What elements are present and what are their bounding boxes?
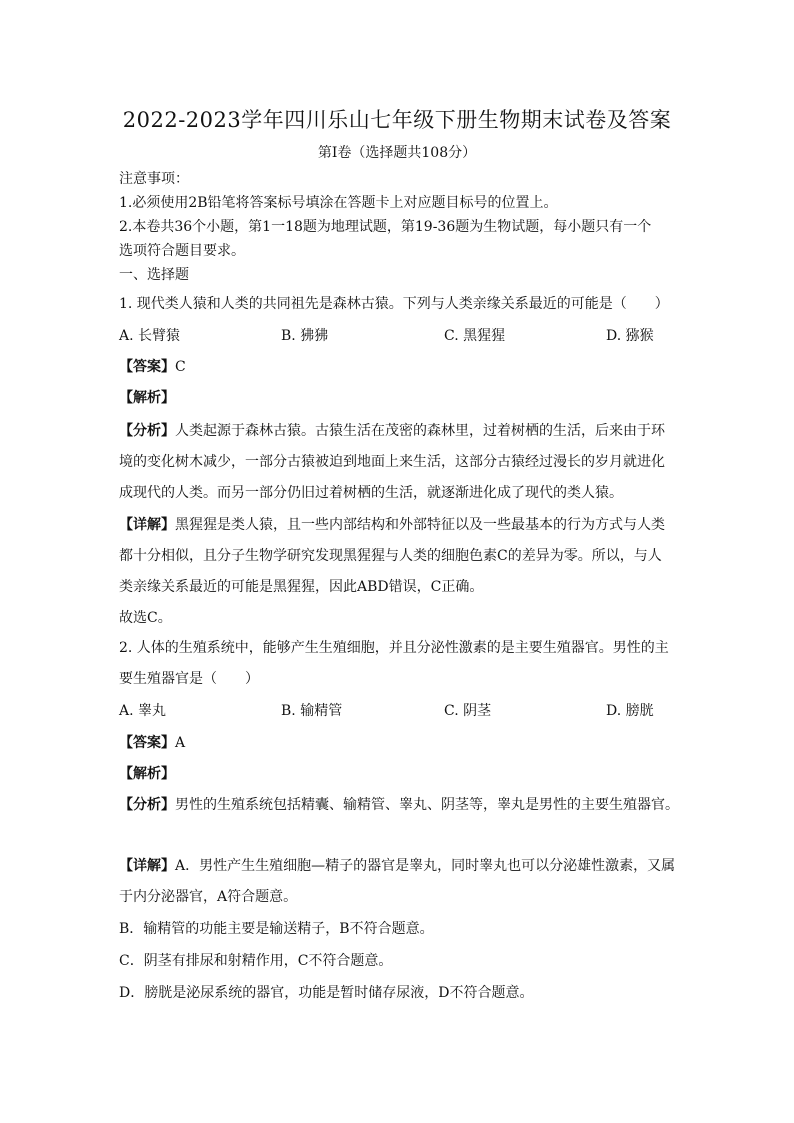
q2-xiangjie-line-2: 于内分泌器官，A符合题意。 <box>119 889 298 905</box>
q2-option-d: D. 膀胱 <box>606 703 654 719</box>
q1-option-b: B. 狒狒 <box>281 328 329 344</box>
q1-fenxi-line-1 <box>119 420 679 440</box>
q1-answer-value: C <box>175 359 186 375</box>
q2-stem-2: 要生殖器官是（ ） <box>119 671 259 687</box>
q1-answer <box>119 356 186 376</box>
q2-line-b: B．输精管的功能主要是输送精子，B不符合题意。 <box>119 921 434 937</box>
q2-line-d: D．膀胱是泌尿系统的器官，功能是暂时储存尿液，D不符合题意。 <box>119 985 534 1001</box>
notice-item-2a: 2.本卷共36个小题，第1一18题为地理试题，第19-36题为生物试题，每小题只有一个 <box>119 219 652 235</box>
q2-jiexi-tag: 【解析】 <box>119 766 175 782</box>
q1-fenxi-line-2: 境的变化树木减少，一部分古猿被迫到地面上来生活，这部分古猿经过漫长的岁月就进化 <box>119 454 665 470</box>
q1-fenxi-line-3: 成现代的人类。而另一部分仍旧过着树栖的生活，就逐渐进化成了现代的类人猿。 <box>119 485 623 501</box>
q1-answer-tag: 【答案】 <box>119 359 175 375</box>
q2-xiangjie-tag: 【详解】 <box>119 858 175 874</box>
q2-option-c: C. 阴茎 <box>444 703 492 719</box>
notice-heading: 注意事项： <box>119 171 189 187</box>
q1-conclusion: 故选C。 <box>119 610 172 626</box>
q2-answer-value: A <box>175 735 186 751</box>
q2-line-c: C．阴茎有排尿和射精作用，C不符合题意。 <box>119 953 393 969</box>
q1-xiangjie-line-2: 都十分相似，且分子生物学研究发现黑猩猩与人类的细胞色素C的差异为零。所以，与人 <box>119 548 662 564</box>
q2-fenxi-line-1 <box>119 794 679 814</box>
q2-xiangjie-text-1: A．男性产生生殖细胞—精子的器官是睾丸，同时睾丸也可以分泌雄性激素，又属 <box>175 858 676 874</box>
q1-fenxi-tag: 【分析】 <box>119 423 175 439</box>
q2-option-a: A. 睾丸 <box>119 703 167 719</box>
q1-jiexi-tag: 【解析】 <box>119 390 175 406</box>
q1-xiangjie-text-1: 黑猩猩是类人猿，且一些内部结构和外部特征以及一些最基本的行为方式与人类 <box>175 517 665 533</box>
q2-option-b: B. 输精管 <box>281 703 343 719</box>
q1-xiangjie-line-1 <box>119 514 679 534</box>
page-title: 2022-2023学年四川乐山七年级下册生物期末试卷及答案 <box>122 108 672 132</box>
q2-answer <box>119 732 185 752</box>
section-heading: 一、选择题 <box>119 267 189 283</box>
q1-option-c: C. 黑猩猩 <box>444 328 506 344</box>
q2-fenxi-text-1: 男性的生殖系统包括精囊、输精管、睾丸、阴茎等，睾丸是男性的主要生殖器官。 <box>175 797 679 813</box>
notice-item-2b: 选项符合题目要求。 <box>119 243 245 259</box>
q2-xiangjie-line-1 <box>119 855 679 875</box>
q2-answer-tag: 【答案】 <box>119 735 175 751</box>
q2-stem-1: 2. 人体的生殖系统中，能够产生生殖细胞，并且分泌性激素的是主要生殖器官。男性的主 <box>119 640 669 656</box>
q1-xiangjie-line-3: 类亲缘关系最近的可能是黑猩猩，因此ABD错误，C正确。 <box>119 579 484 595</box>
q1-fenxi-text-1: 人类起源于森林古猿。古猿生活在茂密的森林里，过着树栖的生活，后来由于环 <box>175 423 665 439</box>
q1-option-a: A. 长臂猿 <box>119 328 181 344</box>
q1-stem: 1. 现代类人猿和人类的共同祖先是森林古猿。下列与人类亲缘关系最近的可能是（ ） <box>119 296 669 312</box>
q1-xiangjie-tag: 【详解】 <box>119 517 175 533</box>
q2-fenxi-tag: 【分析】 <box>119 797 175 813</box>
page-subtitle: 第I卷（选择题共108分） <box>317 145 477 161</box>
q1-option-d: D. 猕猴 <box>606 328 654 344</box>
notice-item-1: 1.必须使用2B铅笔将答案标号填涂在答题卡上对应题目标号的位置上。 <box>119 195 558 211</box>
